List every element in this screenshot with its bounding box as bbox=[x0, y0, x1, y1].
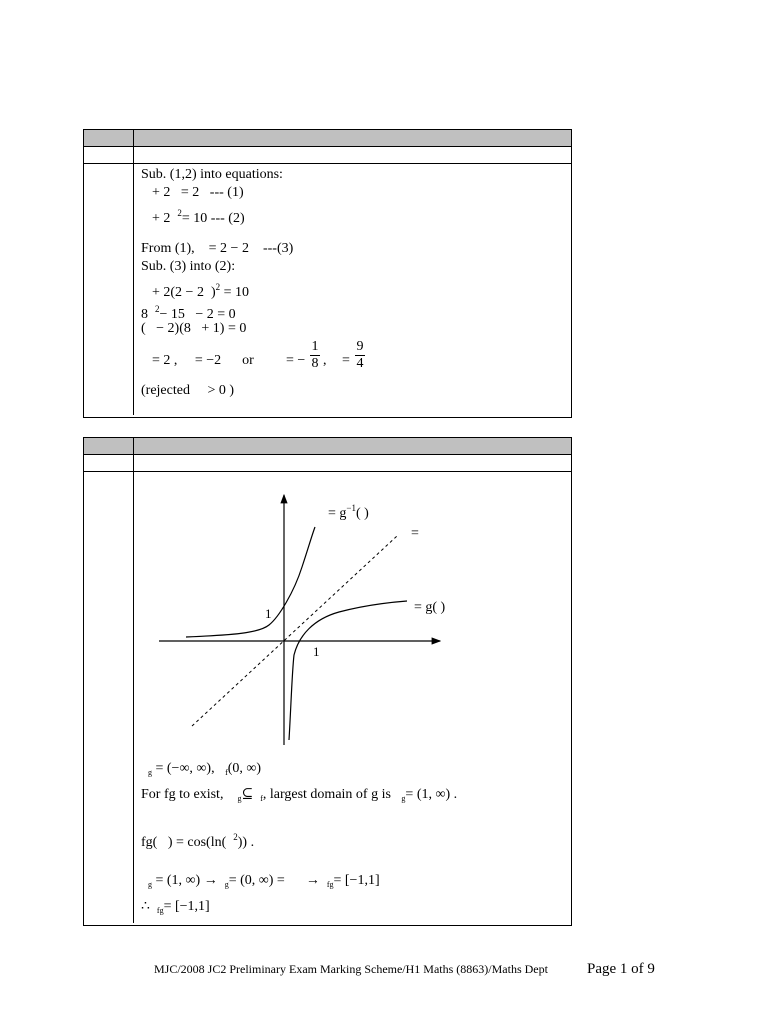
comma: , bbox=[323, 353, 327, 368]
sub-line: Sub. (1,2) into equations: bbox=[141, 167, 283, 182]
solution-neg: = − bbox=[286, 353, 306, 368]
solution-row bbox=[84, 472, 571, 923]
range-line: $_g$ = (−∞, ∞), $_f$(0, ∞) bbox=[148, 761, 262, 777]
x-tick-label: 1 bbox=[313, 644, 320, 659]
solution-row bbox=[84, 164, 571, 415]
solution-cell bbox=[134, 164, 571, 415]
quadratic-equation: 8 $^2$− 15 − 2 = 0 bbox=[141, 304, 236, 322]
fraction-nine-quarters: 9 4 bbox=[356, 339, 364, 371]
sub-3-line: Sub. (3) into (2): bbox=[141, 259, 236, 274]
g-curve bbox=[289, 601, 407, 740]
g-label: = g( ) bbox=[414, 600, 446, 615]
question-2-table bbox=[83, 437, 572, 926]
function-graph bbox=[144, 487, 464, 757]
solution-cell bbox=[134, 472, 571, 923]
solutions-line: = 2 , = −2 or bbox=[152, 353, 254, 368]
from-1-line: From (1), = 2 − 2 ---(3) bbox=[141, 241, 294, 256]
fg-exist-line: For fg to exist, $_g$⊆ $_f$, largest domain of g is $_g$= (1, ∞) . bbox=[141, 787, 458, 803]
equals: = bbox=[342, 353, 350, 368]
table-header-row bbox=[84, 438, 571, 455]
line-label: = bbox=[411, 526, 419, 541]
factorised-equation: ( − 2)(8 + 1) = 0 bbox=[141, 321, 247, 336]
range-mapping: $_g$ = (1, ∞) → $_g$= (0, ∞) = → $_{fg}$= [−1,1] bbox=[148, 873, 380, 889]
ginv-label: = $g^{-1}$( ) bbox=[328, 503, 369, 521]
line-y-equals-x bbox=[192, 536, 397, 726]
fraction-one-eighth: 1 8 bbox=[311, 339, 319, 371]
substituted-equation: + 2(2 − 2 )$^2$ = 10 bbox=[152, 282, 250, 300]
table-blank-row bbox=[84, 455, 571, 472]
rejected-line: (rejected > 0 ) bbox=[141, 383, 235, 398]
y-tick-label: 1 bbox=[265, 606, 272, 621]
conclusion: ∴ $_{fg}$= [−1,1] bbox=[141, 899, 210, 915]
page-number: Page 1 of 9 bbox=[587, 961, 655, 977]
equation-1: + 2 = 2 --- (1) bbox=[152, 185, 244, 200]
inverse-curve bbox=[186, 527, 315, 637]
fg-definition: fg( ) = cos(ln( $^2$)) . bbox=[141, 832, 255, 850]
table-header-row bbox=[84, 130, 571, 147]
equation-2: + 2 $^2$= 10 --- (2) bbox=[152, 208, 245, 226]
footer-text: MJC/2008 JC2 Preliminary Exam Marking Scheme/H1 Maths (8863)/Maths Dept bbox=[154, 962, 548, 976]
question-1-table bbox=[83, 129, 572, 418]
table-blank-row bbox=[84, 147, 571, 164]
